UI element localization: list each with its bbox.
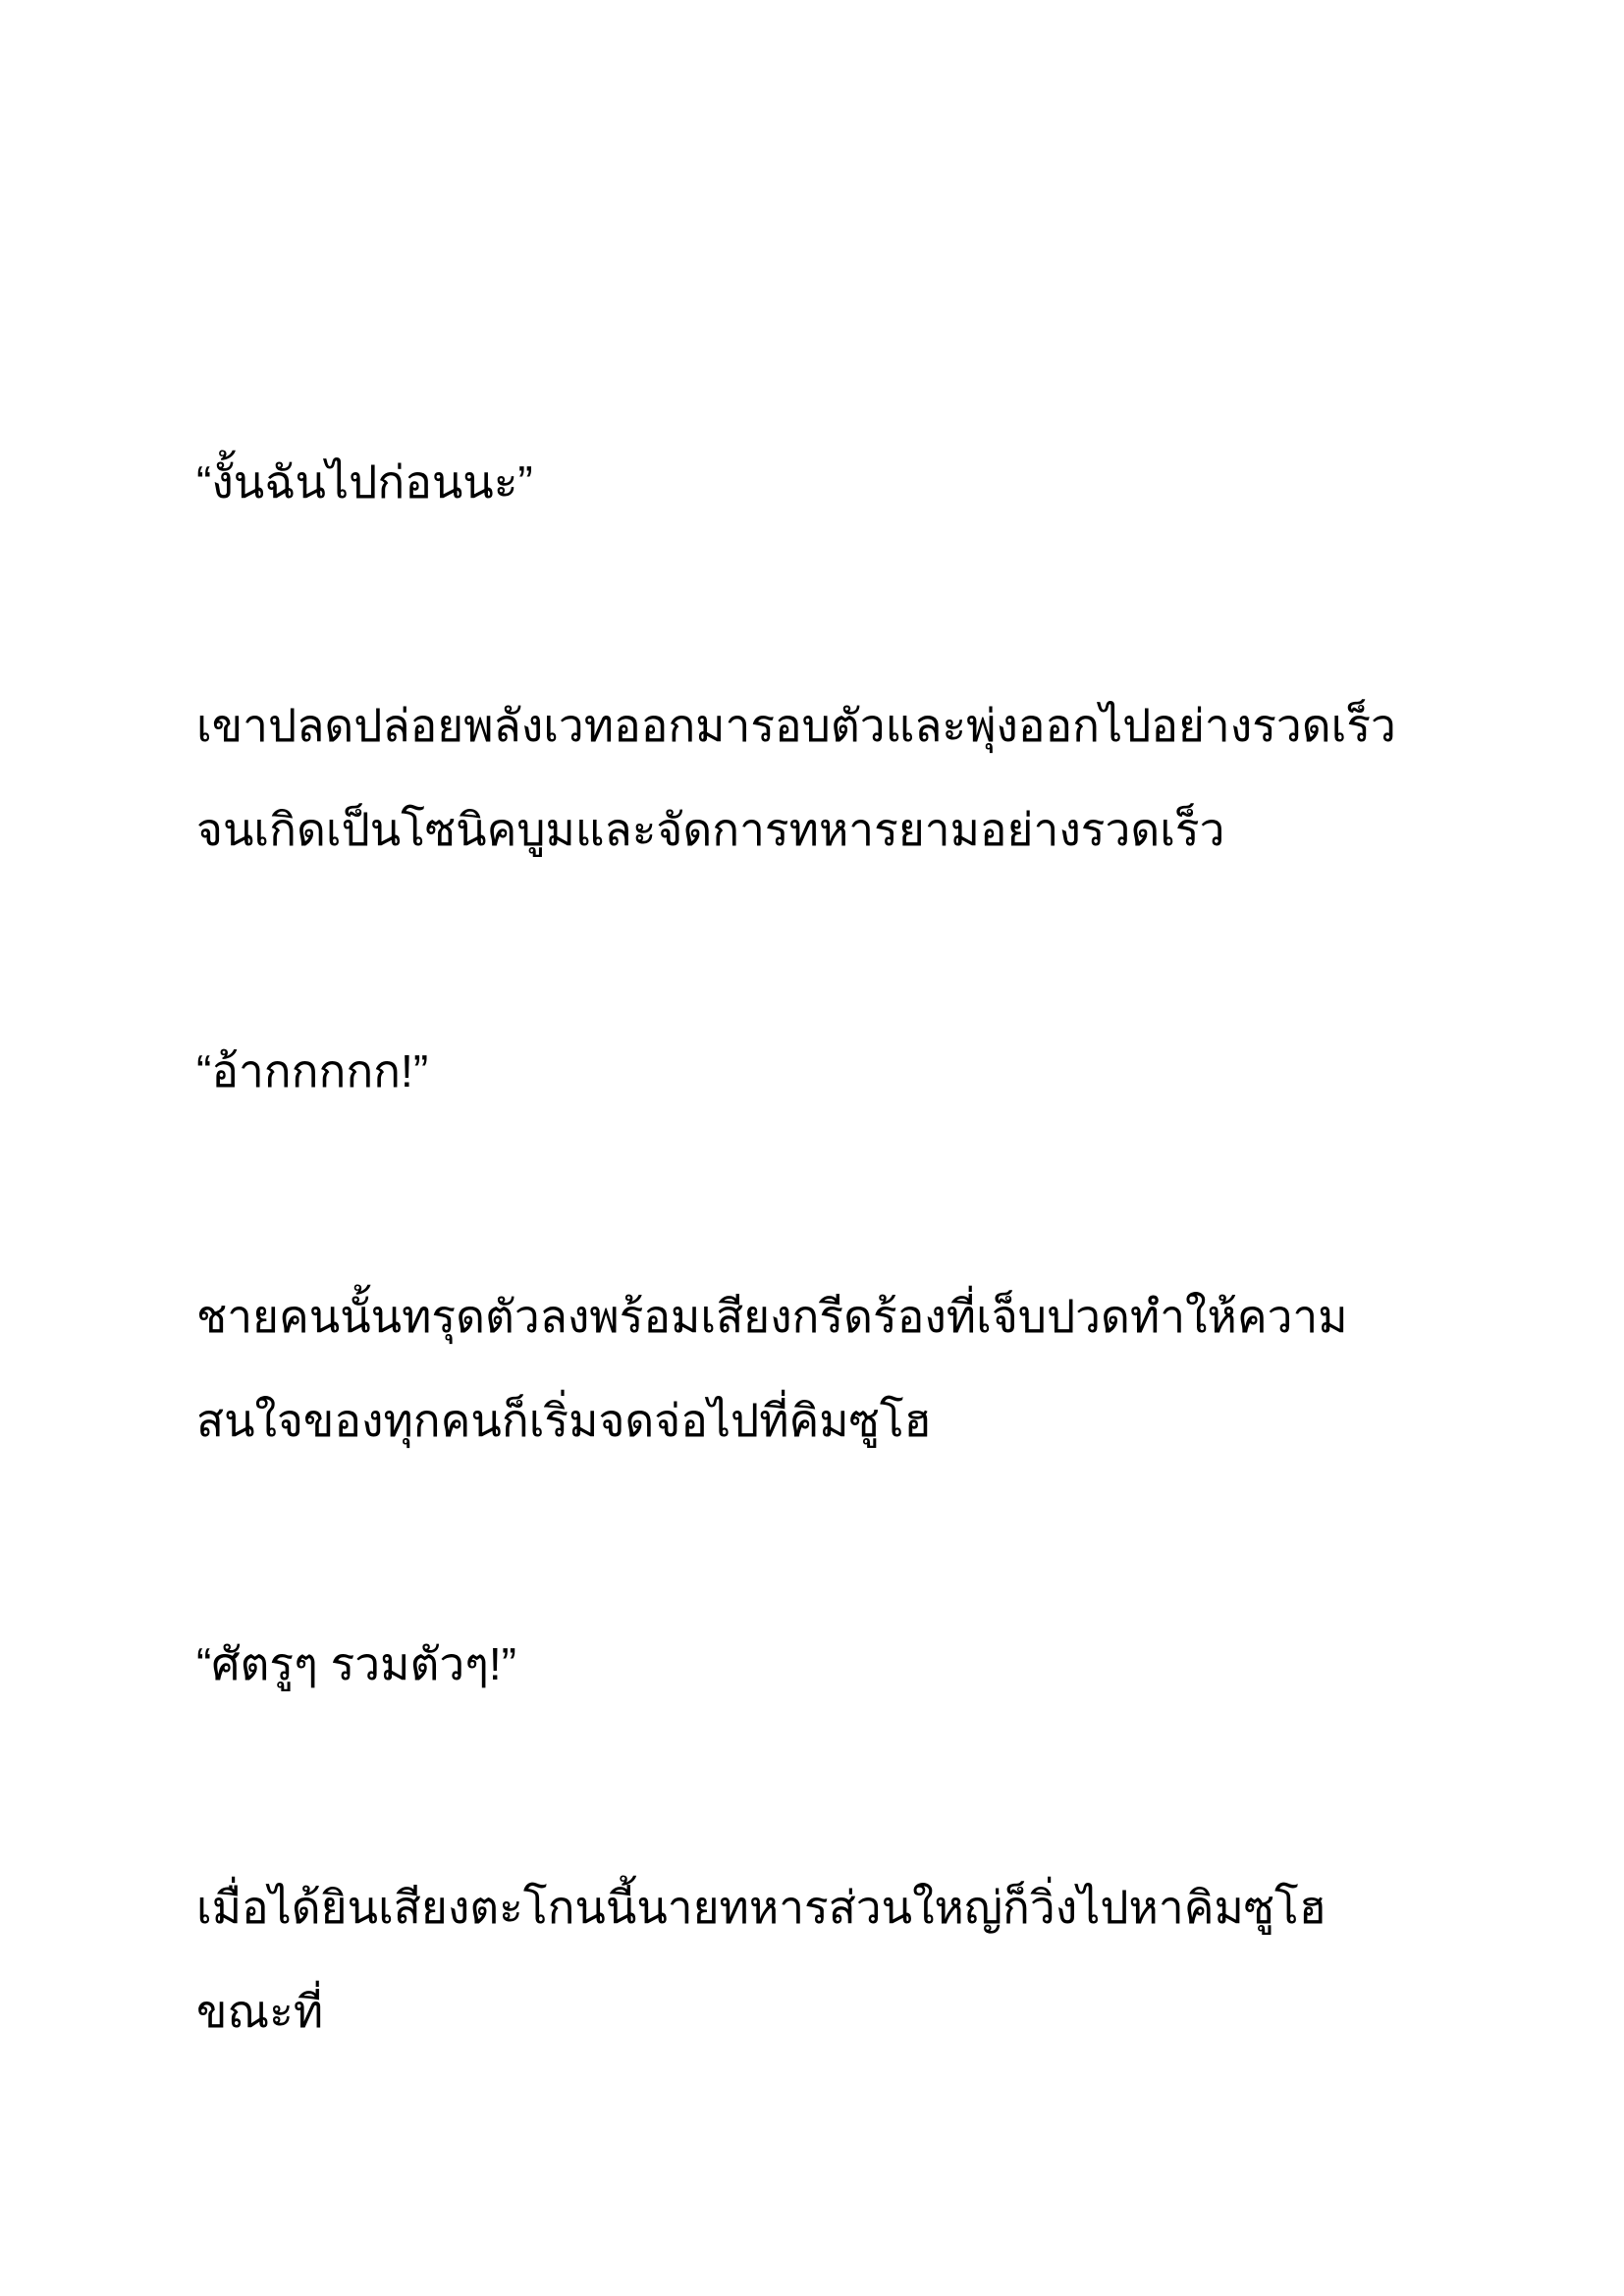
dialogue-line: “งั้นฉันไปก่อนนะ” xyxy=(196,456,533,507)
narration-line: ขณะที่ xyxy=(196,1986,324,2037)
narration-line: สนใจของทุกคนก็เริ่มจดจ่อไปที่คิมซูโฮ xyxy=(196,1395,932,1446)
narration-line: เขาปลดปล่อยพลังเวทออกมารอบตัวและพุ่งออกไปอย่างรวดเร็ว xyxy=(196,700,1396,751)
dialogue-line: “อ้ากกกกก!” xyxy=(196,1045,429,1096)
dialogue-line: “ศัตรูๆ รวมตัวๆ!” xyxy=(196,1638,516,1689)
narration-line: ชายคนนั้นทรุดตัวลงพร้อมเสียงกรีดร้องที่เจ็บปวดทำให้ความ xyxy=(196,1291,1348,1342)
narration-line: จนเกิดเป็นโซนิคบูมและจัดการทหารยามอย่างรวดเร็ว xyxy=(196,804,1225,855)
narration-line: เมื่อได้ยินเสียงตะโกนนี้นายทหารส่วนใหญ่ก็วิ่งไปหาคิมซูโฮ xyxy=(196,1882,1326,1933)
